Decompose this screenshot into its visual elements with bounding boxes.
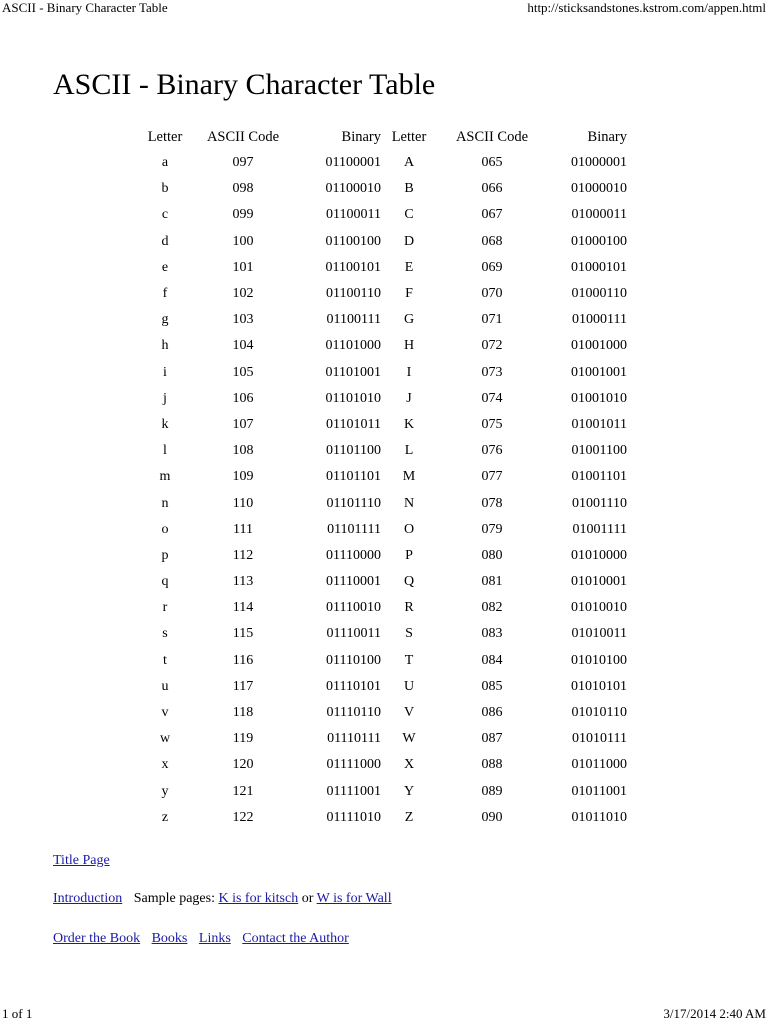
table-row (135, 333, 627, 359)
title-page-link[interactable]: Title Page (53, 853, 110, 868)
column-header-binary-upper: Binary (587, 128, 627, 145)
cell-binary-upper: 01001110 (572, 495, 627, 511)
cell-ascii-code-upper: 067 (481, 207, 503, 223)
cell-binary-upper: 01010001 (571, 574, 627, 590)
cell-binary-upper: 01000101 (571, 259, 627, 275)
cell-binary: 01101101 (326, 469, 381, 485)
cell-binary-upper: 01001011 (571, 416, 627, 432)
table-row (135, 674, 627, 700)
ascii-binary-table (135, 124, 627, 831)
cell-letter-upper: W (402, 731, 416, 747)
cell-ascii-code-upper: 074 (481, 390, 503, 406)
cell-letter: g (161, 312, 169, 328)
cell-ascii-code-upper: 079 (481, 521, 503, 537)
cell-letter-upper: Z (404, 809, 414, 825)
column-header-binary: Binary (341, 128, 381, 145)
table-row (135, 595, 627, 621)
cell-ascii-code-upper: 090 (481, 809, 503, 825)
cell-ascii-code-upper: 080 (481, 547, 503, 563)
cell-letter: e (161, 259, 169, 275)
introduction-link[interactable]: Introduction (53, 891, 123, 906)
cell-binary-upper: 01010101 (571, 678, 627, 694)
cell-letter: z (161, 809, 169, 825)
k-is-for-kitsch-link[interactable]: K is for kitsch (218, 891, 299, 906)
cell-ascii-code: 122 (232, 809, 254, 825)
cell-ascii-code: 106 (232, 390, 254, 406)
cell-binary-upper: 01000001 (571, 155, 627, 171)
cell-binary-upper: 01001101 (571, 469, 627, 485)
cell-letter-upper: H (403, 338, 415, 354)
table-header-row (135, 124, 627, 150)
cell-binary-upper: 01010011 (571, 626, 627, 642)
cell-letter: b (161, 181, 169, 197)
contact-the-author-link[interactable]: Contact the Author (242, 931, 349, 946)
cell-letter-upper: Q (403, 574, 415, 590)
cell-ascii-code-upper: 066 (481, 181, 503, 197)
cell-binary-upper: 01001001 (571, 364, 627, 380)
cell-ascii-code: 110 (232, 495, 254, 511)
cell-binary: 01111010 (326, 809, 381, 825)
cell-binary: 01100001 (325, 155, 381, 171)
cell-binary: 01110101 (326, 678, 381, 694)
cell-ascii-code: 109 (232, 469, 254, 485)
cell-ascii-code: 102 (232, 286, 254, 302)
table-row (135, 281, 627, 307)
cell-binary-upper: 01011000 (571, 757, 627, 773)
cell-letter-upper: M (402, 469, 416, 485)
w-is-for-wall-link[interactable]: W is for Wall (316, 891, 392, 906)
cell-letter: u (161, 678, 169, 694)
table-row (135, 648, 627, 674)
cell-ascii-code: 107 (232, 416, 254, 432)
or-text: or (301, 891, 314, 906)
cell-ascii-code: 112 (232, 547, 254, 563)
cell-letter: k (161, 416, 169, 432)
cell-binary-upper: 01000010 (571, 181, 627, 197)
cell-letter-upper: S (405, 626, 413, 642)
cell-ascii-code-upper: 073 (481, 364, 503, 380)
table-row (135, 229, 627, 255)
table-row (135, 726, 627, 752)
cell-binary-upper: 01000011 (571, 207, 627, 223)
cell-letter: j (163, 390, 167, 406)
cell-binary-upper: 01001111 (572, 521, 627, 537)
cell-ascii-code-upper: 075 (481, 416, 503, 432)
cell-letter: f (162, 286, 168, 302)
cell-binary: 01100010 (325, 181, 381, 197)
cell-letter: a (161, 155, 169, 171)
cell-ascii-code-upper: 069 (481, 259, 503, 275)
cell-letter-upper: V (403, 705, 415, 721)
table-row (135, 438, 627, 464)
cell-ascii-code-upper: 085 (481, 678, 503, 694)
table-row (135, 464, 627, 490)
cell-ascii-code: 119 (232, 731, 254, 747)
cell-ascii-code-upper: 078 (481, 495, 503, 511)
cell-ascii-code: 097 (232, 155, 254, 171)
cell-binary: 01100110 (326, 286, 381, 302)
cell-letter-upper: J (406, 390, 412, 406)
cell-ascii-code-upper: 087 (481, 731, 503, 747)
cell-binary: 01110001 (326, 574, 381, 590)
cell-binary: 01101010 (325, 390, 381, 406)
cell-ascii-code-upper: 077 (481, 469, 503, 485)
links-link[interactable]: Links (198, 931, 231, 946)
cell-ascii-code: 115 (232, 626, 254, 642)
cell-letter: r (162, 600, 168, 616)
cell-binary-upper: 01000100 (571, 233, 627, 249)
print-header-url: http://sticksandstones.kstrom.com/appen.html (527, 0, 766, 15)
cell-binary-upper: 01000111 (572, 312, 627, 328)
cell-letter: v (161, 705, 169, 721)
cell-ascii-code-upper: 088 (481, 757, 503, 773)
cell-letter-upper: U (403, 678, 415, 694)
cell-ascii-code-upper: 065 (481, 155, 503, 171)
cell-letter-upper: D (403, 233, 415, 249)
cell-binary: 01100100 (325, 233, 381, 249)
cell-binary-upper: 01010110 (571, 705, 627, 721)
table-row (135, 255, 627, 281)
table-row (135, 621, 627, 647)
cell-ascii-code: 114 (232, 600, 254, 616)
cell-ascii-code-upper: 089 (481, 783, 503, 799)
order-the-book-link[interactable]: Order the Book (53, 931, 141, 946)
cell-binary: 01110110 (326, 705, 381, 721)
table-row (135, 543, 627, 569)
cell-letter-upper: K (403, 416, 415, 432)
cell-binary-upper: 01011010 (571, 809, 627, 825)
table-row (135, 202, 627, 228)
print-header-title: ASCII - Binary Character Table (2, 0, 168, 15)
table-row (135, 490, 627, 516)
table-row (135, 412, 627, 438)
cell-binary: 01110111 (327, 731, 381, 747)
cell-letter-upper: B (404, 181, 414, 197)
page-title: ASCII - Binary Character Table (53, 68, 436, 101)
table-row (135, 700, 627, 726)
cell-letter: y (161, 783, 169, 799)
print-footer-page: 1 of 1 (2, 1006, 33, 1021)
table-row (135, 360, 627, 386)
link-line-title (53, 852, 110, 870)
cell-ascii-code: 100 (232, 233, 254, 249)
cell-ascii-code-upper: 084 (481, 652, 503, 668)
cell-ascii-code: 117 (232, 678, 254, 694)
cell-letter-upper: N (403, 495, 415, 511)
table-row (135, 779, 627, 805)
cell-ascii-code: 118 (232, 705, 254, 721)
cell-binary-upper: 01010000 (571, 547, 627, 563)
cell-binary: 01111000 (326, 757, 381, 773)
cell-binary: 01101001 (325, 364, 381, 380)
cell-letter: p (161, 547, 169, 563)
cell-letter: x (161, 757, 169, 773)
column-header-ascii-code-upper: ASCII Code (455, 128, 529, 145)
print-footer-datetime: 3/17/2014 2:40 AM (663, 1006, 766, 1021)
cell-binary: 01101100 (326, 443, 381, 459)
cell-letter: i (163, 364, 167, 380)
cell-ascii-code-upper: 076 (481, 443, 503, 459)
cell-binary: 01110000 (326, 547, 381, 563)
cell-letter-upper: X (403, 757, 415, 773)
cell-binary: 01101011 (326, 416, 381, 432)
cell-ascii-code: 103 (232, 312, 254, 328)
cell-ascii-code: 098 (232, 181, 254, 197)
cell-binary: 01101110 (326, 495, 381, 511)
cell-letter: w (159, 731, 171, 747)
table-row (135, 176, 627, 202)
cell-letter: n (161, 495, 169, 511)
cell-binary-upper: 01010100 (571, 652, 627, 668)
cell-ascii-code-upper: 081 (481, 574, 503, 590)
sample-pages-label: Sample pages: (133, 891, 215, 906)
cell-letter-upper: Y (403, 783, 415, 799)
table-row (135, 805, 627, 831)
cell-binary-upper: 01001000 (571, 338, 627, 354)
cell-binary-upper: 01000110 (571, 286, 627, 302)
cell-binary: 01100111 (326, 312, 381, 328)
cell-binary: 01100011 (326, 207, 381, 223)
cell-letter-upper: T (404, 652, 414, 668)
cell-ascii-code: 105 (232, 364, 254, 380)
cell-ascii-code: 101 (232, 259, 254, 275)
cell-letter: d (161, 233, 169, 249)
cell-letter: s (162, 626, 168, 642)
column-header-ascii-code: ASCII Code (206, 128, 280, 145)
cell-letter-upper: O (403, 521, 415, 537)
cell-binary-upper: 01001100 (571, 443, 627, 459)
cell-binary-upper: 01010111 (572, 731, 627, 747)
table-row (135, 307, 627, 333)
cell-binary-upper: 01010010 (571, 600, 627, 616)
column-header-letter-upper: Letter (391, 128, 427, 145)
column-header-letter: Letter (147, 128, 183, 145)
books-link[interactable]: Books (151, 931, 188, 946)
cell-letter-upper: C (404, 207, 414, 223)
cell-ascii-code-upper: 071 (481, 312, 503, 328)
cell-letter: m (159, 469, 171, 485)
cell-letter-upper: P (405, 547, 413, 563)
cell-letter-upper: G (403, 312, 415, 328)
cell-binary: 01110011 (326, 626, 381, 642)
cell-binary: 01101111 (327, 521, 381, 537)
cell-ascii-code-upper: 086 (481, 705, 503, 721)
link-line-nav (53, 930, 349, 948)
link-line-intro (53, 890, 392, 908)
cell-ascii-code-upper: 083 (481, 626, 503, 642)
cell-letter-upper: I (406, 364, 412, 380)
cell-ascii-code: 116 (232, 652, 254, 668)
table-row (135, 569, 627, 595)
cell-ascii-code-upper: 070 (481, 286, 503, 302)
cell-binary: 01100101 (325, 259, 381, 275)
table-row (135, 386, 627, 412)
cell-ascii-code: 104 (232, 338, 254, 354)
table-row (135, 517, 627, 543)
cell-ascii-code: 120 (232, 757, 254, 773)
cell-letter: q (161, 574, 169, 590)
cell-ascii-code-upper: 082 (481, 600, 503, 616)
cell-ascii-code: 108 (232, 443, 254, 459)
cell-binary-upper: 01011001 (571, 783, 627, 799)
table-row (135, 752, 627, 778)
cell-binary: 01110100 (326, 652, 381, 668)
cell-ascii-code-upper: 072 (481, 338, 503, 354)
cell-ascii-code: 113 (232, 574, 254, 590)
cell-letter-upper: E (404, 259, 414, 275)
cell-letter: t (163, 652, 167, 668)
cell-letter-upper: L (404, 443, 414, 459)
cell-ascii-code: 099 (232, 207, 254, 223)
cell-binary: 01101000 (325, 338, 381, 354)
cell-letter-upper: F (405, 286, 413, 302)
cell-letter: l (163, 443, 167, 459)
cell-ascii-code: 111 (233, 521, 253, 537)
cell-letter-upper: A (403, 155, 415, 171)
cell-binary: 01111001 (326, 783, 381, 799)
cell-ascii-code-upper: 068 (481, 233, 503, 249)
cell-letter: o (161, 521, 169, 537)
cell-binary: 01110010 (326, 600, 381, 616)
cell-ascii-code: 121 (232, 783, 254, 799)
table-row (135, 150, 627, 176)
table-body (135, 150, 627, 831)
cell-letter: h (161, 338, 169, 354)
cell-letter-upper: R (404, 600, 414, 616)
cell-binary-upper: 01001010 (571, 390, 627, 406)
cell-letter: c (161, 207, 169, 223)
